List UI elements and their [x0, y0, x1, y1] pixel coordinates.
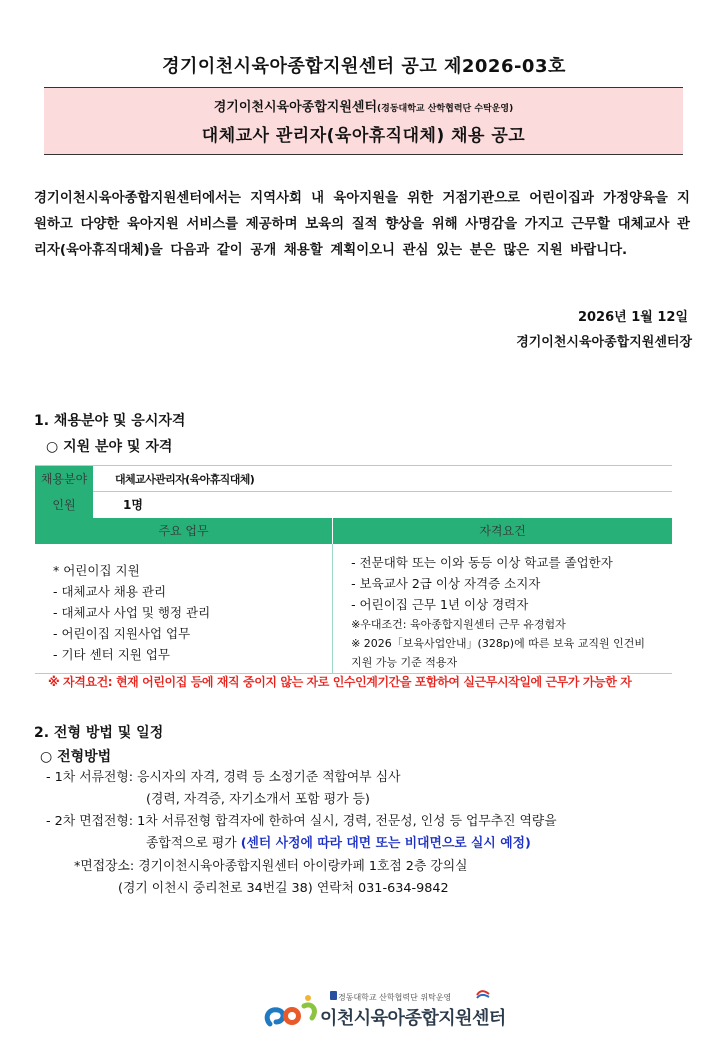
- screening-step2: - 2차 면접전형: 1차 서류전형 합격자에 한하여 실시, 경력, 전문성, 인성 등 업무추진 역량을: [46, 814, 557, 829]
- qual-item: - 보육교사 2급 이상 자격증 소지자: [351, 575, 541, 591]
- notice-date: 2026년 1월 12일: [577, 310, 688, 325]
- count-label: 인원: [35, 492, 93, 518]
- org-main: 경기이천시육아종합지원센터: [213, 100, 378, 115]
- university-emblem-icon: [330, 991, 337, 1001]
- wave-icon: [476, 989, 490, 999]
- duty-item: - 대체교사 채용 관리: [53, 583, 167, 599]
- logo-subtitle: 경동대학교 산학협력단 위탁운영: [338, 993, 452, 1002]
- duties-cell: [35, 544, 333, 674]
- notice-headline: 대체교사 관리자(육아휴직대체) 채용 공고: [201, 126, 526, 146]
- col-quals-header: 자격요건: [333, 518, 672, 544]
- screening-step2-detail: [146, 833, 531, 855]
- logo-mark-icon: [262, 988, 320, 1036]
- step2-text: 종합적으로 평가: [146, 836, 237, 851]
- qual-note-cont: 지원 가능 기준 적용자: [351, 655, 458, 669]
- notice-banner: [44, 87, 683, 155]
- duty-item: - 대체교사 사업 및 행정 관리: [53, 604, 211, 620]
- section1-subheading: ○ 지원 분야 및 자격: [46, 439, 173, 455]
- qual-note: ※ 2026「보육사업안내」(328p)에 따른 보육 교직원 인건비: [351, 636, 645, 650]
- issuer: 경기이천시육아종합지원센터장: [516, 335, 692, 350]
- section2-heading: 2. 전형 방법 및 일정: [34, 725, 164, 741]
- field-value: 대체교사관리자(육아휴직대체): [93, 466, 672, 492]
- duty-item: - 기타 센터 지원 업무: [53, 646, 171, 662]
- center-logo: [262, 988, 506, 1036]
- org-sub: (경동대학교 산학협력단 수탁운영): [377, 104, 514, 114]
- col-duties-header: 주요 업무: [35, 518, 333, 544]
- field-label: 채용분야: [35, 466, 93, 492]
- qual-item: - 어린이집 근무 1년 이상 경력자: [351, 596, 529, 612]
- interview-location: *면접장소: 경기이천시육아종합지원센터 아이랑카페 1호점 2층 강의실: [74, 859, 468, 874]
- duty-item: * 어린이집 지원: [53, 562, 140, 578]
- intro-paragraph: 경기이천시육아종합지원센터에서는 지역사회 내 육아지원을 위한 거점기관으로 어린이집과 가정양육을 지원하고 다양한 육아지원 서비스를 제공하며 보육의 질적 향상을 위해 사명감을 가지고 근무할 대체교사 관리자(육아휴직대체)을 다음과 같이 공개 채용할 계획이오니 관심 있는 분은 많은 지원 바랍니다.: [34, 191, 690, 258]
- document-title: 경기이천시육아종합지원센터 공고 제2026-03호: [162, 56, 566, 77]
- count-value: 1명: [123, 498, 143, 513]
- interview-address: (경기 이천시 중리천로 34번길 38) 연락처 031-634-9842: [118, 881, 449, 896]
- org-name: [44, 96, 683, 115]
- qual-preference: ※우대조건: 육아종합지원센터 근무 유경험자: [351, 617, 566, 631]
- qualification-warning: ※ 자격요건: 현재 어린이집 등에 재직 중이지 않는 자로 인수인계기간을 포함하여 실근무시작일에 근무가 가능한 자: [48, 675, 632, 689]
- duty-item: - 어린이집 지원사업 업무: [53, 625, 191, 641]
- section1-heading: 1. 채용분야 및 응시자격: [34, 413, 186, 429]
- quals-cell: [333, 544, 672, 674]
- qual-item: - 전문대학 또는 이와 동등 이상 학교를 졸업한자: [351, 554, 613, 570]
- screening-step1: - 1차 서류전형: 응시자의 자격, 경력 등 소정기준 적합여부 심사: [46, 770, 401, 785]
- step2-notice: (센터 사정에 따라 대면 또는 비대면으로 실시 예정): [240, 836, 531, 851]
- logo-name: 이천시육아종합지원센터: [320, 1008, 506, 1029]
- section2-subheading: ○ 전형방법: [40, 749, 112, 765]
- recruitment-table: [35, 465, 672, 674]
- screening-step1-detail: (경력, 자격증, 자기소개서 포함 평가 등): [146, 792, 370, 807]
